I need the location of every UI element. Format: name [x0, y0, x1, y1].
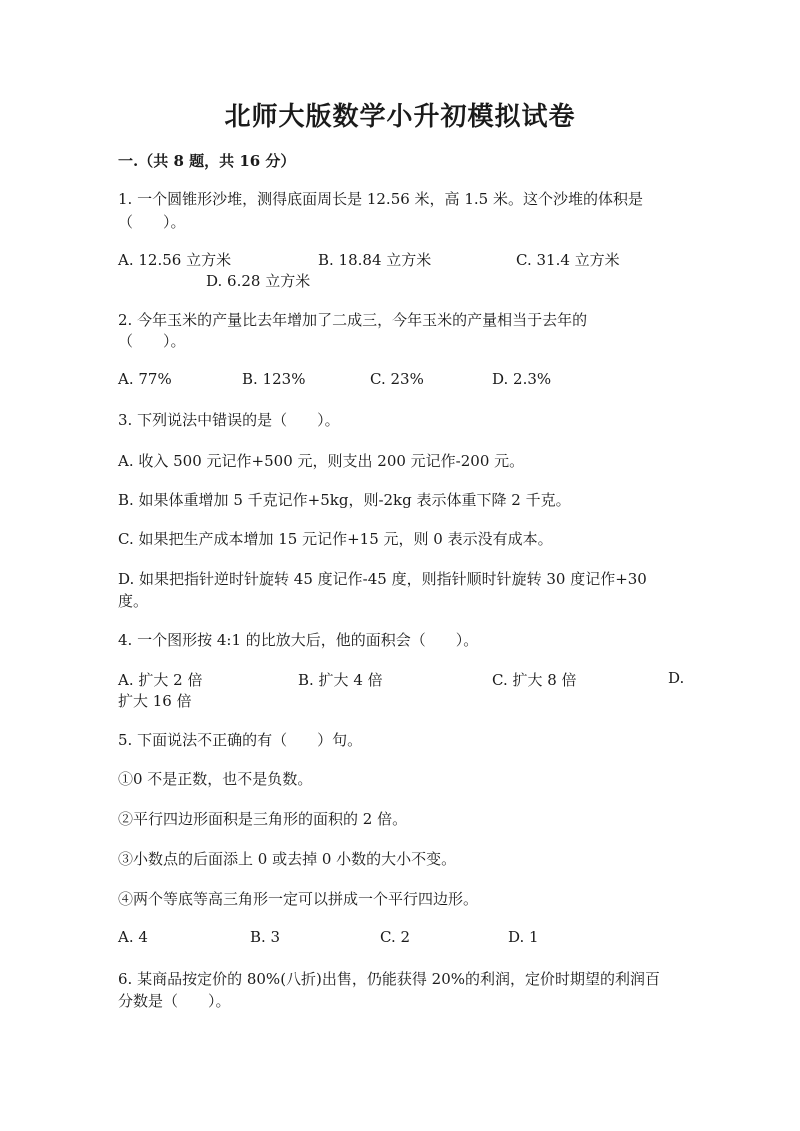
- question-2-stem-cont: （ ）。: [118, 332, 186, 350]
- question-1-stem: 1. 一个圆锥形沙堆，测得底面周长是 12.56 米，高 1.5 米。这个沙堆的体积是: [118, 190, 643, 208]
- question-3-option-b: B. 如果体重增加 5 千克记作+5kg，则-2kg 表示体重下降 2 千克。: [118, 491, 571, 509]
- question-4-option-d-cont: 扩大 16 倍: [118, 692, 192, 710]
- question-5-statement-3: ③小数点的后面添上 0 或去掉 0 小数的大小不变。: [118, 850, 457, 868]
- question-5-statement-1: ①0 不是正数，也不是负数。: [118, 770, 313, 788]
- question-3-option-d-cont: 度。: [118, 592, 149, 610]
- question-1-option-d: D. 6.28 立方米: [206, 272, 311, 290]
- question-5-option-d: D. 1: [508, 928, 539, 946]
- question-3-option-d: D. 如果把指针逆时针旋转 45 度记作-45 度，则指针顺时针旋转 30 度记作+30: [118, 570, 647, 588]
- question-3-option-a: A. 收入 500 元记作+500 元，则支出 200 元记作-200 元。: [118, 452, 525, 470]
- question-4-option-b: B. 扩大 4 倍: [298, 671, 383, 689]
- question-4-option-a: A. 扩大 2 倍: [118, 671, 203, 689]
- question-2-option-b: B. 123%: [242, 370, 306, 388]
- question-1-stem-cont: （ ）。: [118, 213, 186, 231]
- question-4-option-c: C. 扩大 8 倍: [492, 671, 577, 689]
- question-2-option-c: C. 23%: [370, 370, 424, 388]
- question-1-option-b: B. 18.84 立方米: [318, 251, 432, 269]
- question-2-stem: 2. 今年玉米的产量比去年增加了二成三，今年玉米的产量相当于去年的: [118, 311, 588, 329]
- question-2-option-d: D. 2.3%: [492, 370, 552, 388]
- question-2-option-a: A. 77%: [118, 370, 172, 388]
- question-5-statement-4: ④两个等底等高三角形一定可以拼成一个平行四边形。: [118, 890, 479, 908]
- question-5-option-a: A. 4: [118, 928, 148, 946]
- question-6-stem-cont: 分数是（ ）。: [118, 992, 231, 1010]
- question-5-stem: 5. 下面说法不正确的有（ ）句。: [118, 731, 363, 749]
- question-6-stem: 6. 某商品按定价的 80%(八折)出售，仍能获得 20%的利润，定价时期望的利润百: [118, 970, 661, 988]
- question-5-statement-2: ②平行四边形面积是三角形的面积的 2 倍。: [118, 810, 408, 828]
- question-1-option-c: C. 31.4 立方米: [516, 251, 620, 269]
- exam-title: 北师大版数学小升初模拟试卷: [224, 102, 576, 132]
- question-4-option-d: D.: [668, 669, 685, 687]
- section-heading: 一.（共 8 题，共 16 分）: [118, 152, 296, 170]
- question-3-stem: 3. 下列说法中错误的是（ ）。: [118, 411, 340, 429]
- question-1-option-a: A. 12.56 立方米: [118, 251, 232, 269]
- question-5-option-b: B. 3: [250, 928, 281, 946]
- question-3-option-c: C. 如果把生产成本增加 15 元记作+15 元，则 0 表示没有成本。: [118, 530, 553, 548]
- question-5-option-c: C. 2: [380, 928, 411, 946]
- question-4-stem: 4. 一个图形按 4:1 的比放大后，他的面积会（ ）。: [118, 631, 479, 649]
